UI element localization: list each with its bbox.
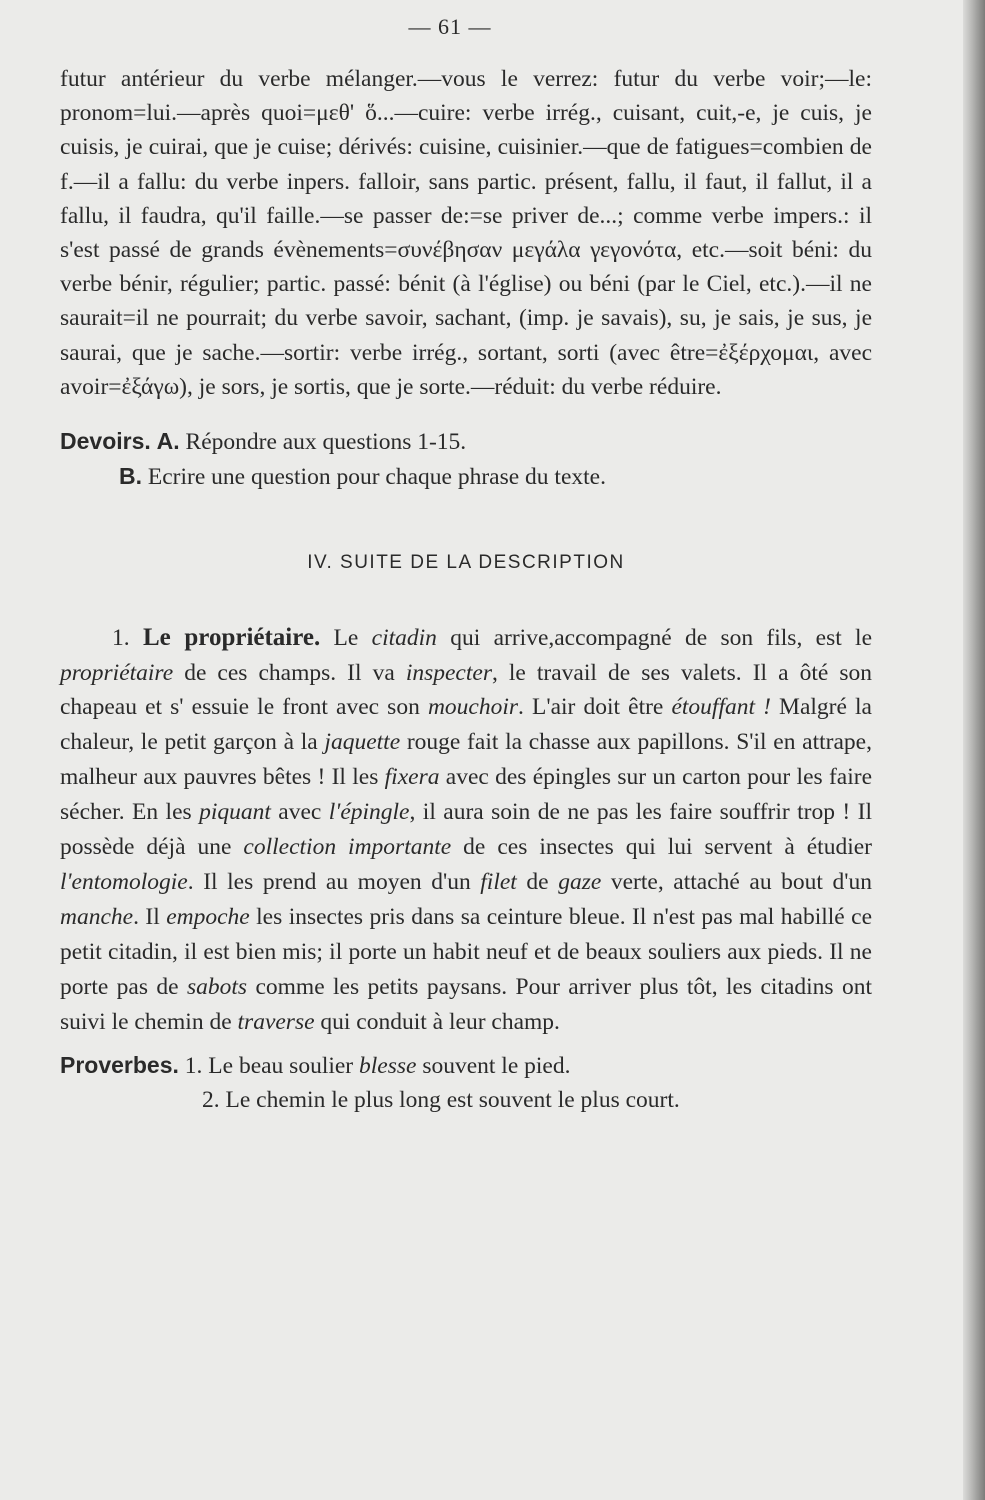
lesson-italic-term: citadin xyxy=(371,624,437,651)
lesson-text-segment: Le xyxy=(320,624,372,651)
lesson-paragraph xyxy=(60,621,872,1040)
lesson-body xyxy=(60,625,872,1035)
lesson-italic-term: manche xyxy=(60,903,134,930)
devoirs-a-label: A. xyxy=(156,428,180,455)
lesson-text-segment: Malgré la chaleur, le petit garçon à la xyxy=(60,694,872,756)
devoirs-b-line xyxy=(60,459,872,494)
page-edge-shadow xyxy=(963,0,985,1500)
proverb-2 xyxy=(60,1083,872,1117)
lesson-text-segment: verte, attaché au bout d'un xyxy=(601,868,872,895)
lesson-italic-term: sabots xyxy=(186,973,248,1000)
lesson-text-segment: de xyxy=(516,868,559,895)
devoirs-b-text: Ecrire une question pour chaque phrase du texte. xyxy=(147,464,606,491)
lesson-text-segment: avec des épingles sur un carton pour les faire sécher. En les xyxy=(60,764,872,826)
lesson-text-segment: , il aura soin de ne pas les faire souffrir trop ! Il possède déjà une xyxy=(60,799,872,861)
lesson-text-segment: . Il xyxy=(133,903,167,930)
lesson-italic-term: fixera xyxy=(384,764,440,791)
lesson-text-segment: , le travail de ses valets. Il a ôté son chapeau et s' essuie le front avec son xyxy=(60,659,872,721)
proverb-1-after: souvent le pied. xyxy=(422,1052,571,1079)
lesson-number: 1. xyxy=(112,624,130,651)
lesson-text-segment: qui conduit à leur champ. xyxy=(314,1008,560,1035)
proverb-2-number: 2. xyxy=(202,1086,220,1113)
devoirs-block xyxy=(60,424,872,494)
lesson-text-segment: les insectes pris dans sa ceinture bleue. Il n'est pas mal habillé ce petit citadin, il est bien mis; il porte un habit neuf et de beaux souliers aux pieds. Il ne porte pas de xyxy=(60,903,873,1000)
lesson-text-segment: de ces insectes qui lui servent à étudier xyxy=(451,834,872,861)
devoirs-a-line xyxy=(60,424,872,459)
lesson-italic-term: collection importante xyxy=(243,834,452,861)
lesson-italic-term: l'épingle xyxy=(328,799,410,826)
lesson-italic-term: inspecter xyxy=(405,659,492,686)
devoirs-a-text: Répondre aux questions 1-15. xyxy=(185,429,467,456)
section-title: IV. SUITE DE LA DESCRIPTION xyxy=(307,552,625,574)
proverb-1 xyxy=(60,1048,872,1083)
proverb-1-before: Le beau soulier xyxy=(208,1052,354,1079)
lesson-italic-term: propriétaire xyxy=(60,659,174,686)
lesson-text-segment: . Il les prend au moyen d'un xyxy=(187,868,481,895)
lesson-text-segment: avec xyxy=(270,799,329,826)
lesson-text-segment: . L'air doit être xyxy=(518,694,672,721)
proverbes-heading: Proverbes. xyxy=(60,1051,179,1078)
lesson-italic-term: jaquette xyxy=(324,729,401,756)
lesson-italic-term: empoche xyxy=(166,903,250,930)
lesson-italic-term: mouchoir xyxy=(427,694,519,721)
proverbes-block xyxy=(60,1048,872,1117)
devoirs-b-label: B. xyxy=(119,463,142,490)
lesson-italic-term: filet xyxy=(480,868,517,895)
lesson-text-segment: qui arrive,accompagné de son fils, est le xyxy=(436,624,873,651)
proverb-1-italic: blesse xyxy=(359,1052,417,1079)
devoirs-heading: Devoirs. xyxy=(60,428,151,455)
proverb-1-number: 1. xyxy=(184,1052,203,1079)
vocabulary-note: futur antérieur du verbe mélanger.—vous le verrez: futur du verbe voir;—le: pronom=lui.—après quoi=μεθ' ὅ...—cuire: verbe irrég., cuisant, cuit,-e, je cuis, je cuisis, je cuirai, que je cuise; dérivés: cuisine, cuisinier.—que de fatigues=combien de f.—il a fallu: du verbe inpers. falloir, sans partic. présent, fallu, il faut, il fallut, il a fallu, il faudra, qu'il faille.—se passer de:=se priver de...; comme verbe impers.: il s'est passé de grands évènements=συνέβησαν μεγάλα γεγονότα, etc.—soit béni: du verbe bénir, régulier; partic. passé: bénit (à l'église) ou béni (par le Ciel, etc.).—il ne saurait=il ne pourrait; du verbe savoir, sachant, (imp. je savais), su, je sais, je sus, je saurai, que je sache.—sortir: verbe irrég., sortant, sorti (avec être=ἐξέρχομαι, avec avoir=ἐξάγω), je sors, je sortis, que je sorte.—réduit: du verbe réduire. xyxy=(60,66,872,400)
lesson-text-segment: de ces champs. Il va xyxy=(173,659,406,686)
lesson-italic-term: étouffant ! xyxy=(671,694,771,721)
lesson-heading: Le propriétaire. xyxy=(142,623,321,651)
lesson-text-segment: rouge fait la chasse aux papillons. S'il en attrape, malheur aux pauvres bêtes ! Il les xyxy=(60,729,872,791)
proverb-2-text: Le chemin le plus long est souvent le plus court. xyxy=(225,1086,680,1113)
lesson-italic-term: traverse xyxy=(237,1008,315,1035)
lesson-italic-term: l'entomologie xyxy=(60,868,188,895)
lesson-italic-term: piquant xyxy=(199,799,271,826)
page-number: — 61 — xyxy=(408,14,492,39)
page-content xyxy=(60,62,872,1117)
lesson-text-segment: comme les petits paysans. Pour arriver plus tôt, les citadins ont suivi le chemin de xyxy=(60,973,872,1035)
lesson-italic-term: gaze xyxy=(558,868,602,895)
